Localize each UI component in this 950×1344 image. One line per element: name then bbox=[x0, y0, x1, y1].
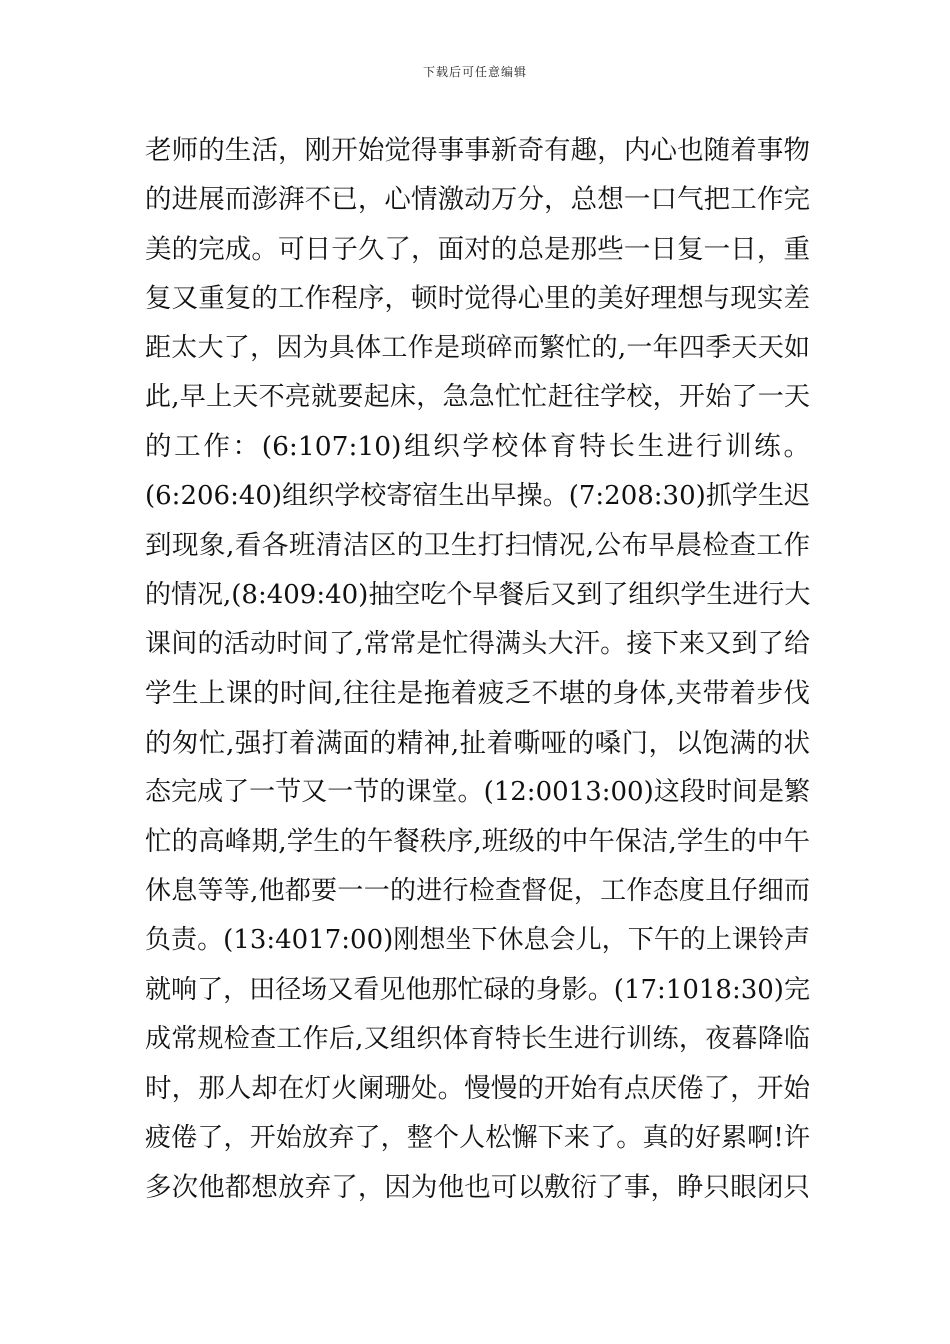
text-line: 此,早上天不亮就要起床，急急忙忙赶往学校，开始了一天 bbox=[145, 381, 810, 412]
text-line: 忙的高峰期,学生的午餐秩序,班级的中午保洁,学生的中午 bbox=[145, 826, 810, 858]
text-line: (6:206:40)组织学校寄宿生出早操。(7:208:30)抓学生迟 bbox=[145, 480, 810, 511]
text-line: 的工作：(6:107:10)组织学校体育特长生进行训练。 bbox=[145, 431, 810, 463]
text-line: 到现象,看各班清洁区的卫生打扫情况,公布早晨检查工作 bbox=[145, 530, 810, 562]
text-line: 学生上课的时间,往往是拖着疲乏不堪的身体,夹带着步伐 bbox=[145, 678, 810, 710]
text-line: 美的完成。可日子久了，面对的总是那些一日复一日，重 bbox=[145, 233, 810, 265]
text-line: 负责。(13:4017:00)刚想坐下休息会儿，下午的上课铃声 bbox=[145, 925, 810, 956]
text-line: 距太大了，因为具体工作是琐碎而繁忙的,一年四季天天如 bbox=[145, 332, 810, 363]
text-line: 时，那人却在灯火阑珊处。慢慢的开始有点厌倦了，开始 bbox=[145, 1073, 810, 1105]
text-line: 复又重复的工作程序，顿时觉得心里的美好理想与现实差 bbox=[145, 283, 810, 315]
text-line: 态完成了一节又一节的课堂。(12:0013:00)这段时间是繁 bbox=[145, 777, 810, 808]
text-line: 的情况,(8:409:40)抽空吃个早餐后又到了组织学生进行大 bbox=[145, 579, 811, 610]
text-line: 多次他都想放弃了，因为他也可以敷衍了事，睁只眼闭只 bbox=[145, 1172, 810, 1204]
body-text bbox=[145, 126, 810, 1213]
text-line: 的匆忙,强打着满面的精神,扯着嘶哑的嗓门，以饱满的状 bbox=[145, 727, 810, 759]
text-line: 就响了，田径场又看见他那忙碌的身影。(17:1018:30)完 bbox=[145, 974, 810, 1005]
text-line: 成常规检查工作后,又组织体育特长生进行训练，夜暮降临 bbox=[145, 1024, 810, 1055]
text-line: 休息等等,他都要一一的进行检查督促，工作态度且仔细而 bbox=[145, 875, 810, 906]
text-line: 课间的活动时间了,常常是忙得满头大汗。接下来又到了给 bbox=[145, 628, 810, 659]
page-header: 下载后可任意编辑 bbox=[422, 65, 527, 79]
text-line: 老师的生活，刚开始觉得事事新奇有趣，内心也随着事物 bbox=[145, 135, 810, 166]
text-line: 疲倦了，开始放弃了，整个人松懈下来了。真的好累啊!许 bbox=[145, 1122, 810, 1153]
text-line: 的进展而澎湃不已，心情激动万分，总想一口气把工作完 bbox=[145, 184, 810, 216]
